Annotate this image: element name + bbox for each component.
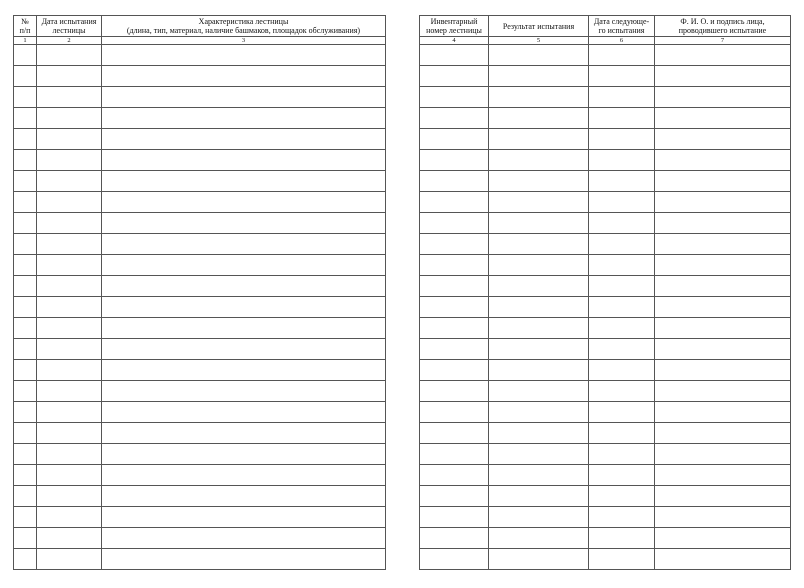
table-row bbox=[14, 276, 386, 297]
entry-cell[interactable] bbox=[14, 339, 37, 360]
entry-cell[interactable] bbox=[420, 549, 489, 570]
entry-cell[interactable] bbox=[589, 402, 655, 423]
entry-cell[interactable] bbox=[489, 108, 589, 129]
entry-cell[interactable] bbox=[14, 45, 37, 66]
entry-cell[interactable] bbox=[489, 171, 589, 192]
entry-cell[interactable] bbox=[102, 66, 386, 87]
table-row bbox=[14, 297, 386, 318]
entry-cell[interactable] bbox=[489, 528, 589, 549]
entry-cell[interactable] bbox=[37, 129, 102, 150]
entry-cell[interactable] bbox=[37, 465, 102, 486]
entry-cell[interactable] bbox=[102, 486, 386, 507]
column-header-test-date: Дата испытания лестницы bbox=[37, 16, 102, 37]
table-row bbox=[14, 318, 386, 339]
table-row bbox=[14, 192, 386, 213]
entry-cell[interactable] bbox=[37, 255, 102, 276]
entry-cell[interactable] bbox=[489, 192, 589, 213]
entry-cell[interactable] bbox=[102, 444, 386, 465]
right-table-body bbox=[420, 45, 791, 570]
entry-cell[interactable] bbox=[655, 45, 791, 66]
entry-cell[interactable] bbox=[102, 192, 386, 213]
entry-cell[interactable] bbox=[102, 297, 386, 318]
table-row bbox=[14, 423, 386, 444]
entry-cell[interactable] bbox=[420, 528, 489, 549]
entry-cell[interactable] bbox=[102, 549, 386, 570]
table-row bbox=[420, 234, 791, 255]
entry-cell[interactable] bbox=[102, 423, 386, 444]
table-row bbox=[420, 339, 791, 360]
entry-cell[interactable] bbox=[655, 360, 791, 381]
entry-cell[interactable] bbox=[420, 402, 489, 423]
entry-cell[interactable] bbox=[489, 549, 589, 570]
entry-cell[interactable] bbox=[102, 129, 386, 150]
entry-cell[interactable] bbox=[589, 297, 655, 318]
entry-cell[interactable] bbox=[489, 381, 589, 402]
table-row bbox=[14, 465, 386, 486]
entry-cell[interactable] bbox=[489, 402, 589, 423]
entry-cell[interactable] bbox=[589, 276, 655, 297]
entry-cell[interactable] bbox=[102, 507, 386, 528]
table-row bbox=[14, 528, 386, 549]
entry-cell[interactable] bbox=[37, 444, 102, 465]
entry-cell[interactable] bbox=[589, 549, 655, 570]
column-number: 7 bbox=[655, 37, 791, 45]
entry-cell[interactable] bbox=[420, 465, 489, 486]
header-row bbox=[14, 16, 386, 37]
table-row bbox=[14, 381, 386, 402]
table-row bbox=[14, 171, 386, 192]
entry-cell[interactable] bbox=[655, 192, 791, 213]
entry-cell[interactable] bbox=[489, 129, 589, 150]
entry-cell[interactable] bbox=[37, 486, 102, 507]
entry-cell[interactable] bbox=[420, 87, 489, 108]
table-row bbox=[420, 423, 791, 444]
entry-cell[interactable] bbox=[37, 549, 102, 570]
entry-cell[interactable] bbox=[14, 234, 37, 255]
table-row bbox=[420, 66, 791, 87]
table-row bbox=[420, 192, 791, 213]
entry-cell[interactable] bbox=[655, 528, 791, 549]
table-row bbox=[14, 234, 386, 255]
entry-cell[interactable] bbox=[14, 486, 37, 507]
entry-cell[interactable] bbox=[420, 234, 489, 255]
entry-cell[interactable] bbox=[420, 192, 489, 213]
table-row bbox=[420, 108, 791, 129]
entry-cell[interactable] bbox=[37, 381, 102, 402]
entry-cell[interactable] bbox=[489, 297, 589, 318]
entry-cell[interactable] bbox=[655, 381, 791, 402]
entry-cell[interactable] bbox=[420, 360, 489, 381]
entry-cell[interactable] bbox=[102, 360, 386, 381]
entry-cell[interactable] bbox=[589, 87, 655, 108]
entry-cell[interactable] bbox=[589, 150, 655, 171]
entry-cell[interactable] bbox=[589, 66, 655, 87]
entry-cell[interactable] bbox=[655, 234, 791, 255]
entry-cell[interactable] bbox=[420, 213, 489, 234]
entry-cell[interactable] bbox=[655, 108, 791, 129]
table-row bbox=[420, 444, 791, 465]
entry-cell[interactable] bbox=[102, 528, 386, 549]
entry-cell[interactable] bbox=[589, 360, 655, 381]
entry-cell[interactable] bbox=[37, 360, 102, 381]
entry-cell[interactable] bbox=[14, 150, 37, 171]
column-number-row bbox=[14, 37, 386, 45]
column-number: 4 bbox=[420, 37, 489, 45]
entry-cell[interactable] bbox=[37, 402, 102, 423]
column-header-next-test-date: Дата следующе- го испытания bbox=[589, 16, 655, 37]
entry-cell[interactable] bbox=[489, 423, 589, 444]
entry-cell[interactable] bbox=[102, 234, 386, 255]
entry-cell[interactable] bbox=[420, 423, 489, 444]
table-row bbox=[14, 87, 386, 108]
left-page bbox=[13, 15, 386, 570]
entry-cell[interactable] bbox=[14, 318, 37, 339]
table-row bbox=[14, 213, 386, 234]
entry-cell[interactable] bbox=[14, 213, 37, 234]
entry-cell[interactable] bbox=[589, 171, 655, 192]
entry-cell[interactable] bbox=[37, 45, 102, 66]
entry-cell[interactable] bbox=[14, 423, 37, 444]
table-row bbox=[420, 297, 791, 318]
entry-cell[interactable] bbox=[655, 444, 791, 465]
entry-cell[interactable] bbox=[655, 213, 791, 234]
entry-cell[interactable] bbox=[589, 192, 655, 213]
table-row bbox=[420, 528, 791, 549]
entry-cell[interactable] bbox=[420, 45, 489, 66]
entry-cell[interactable] bbox=[14, 507, 37, 528]
column-header-test-result: Результат испытания bbox=[489, 16, 589, 37]
entry-cell[interactable] bbox=[655, 129, 791, 150]
entry-cell[interactable] bbox=[589, 423, 655, 444]
table-row bbox=[420, 465, 791, 486]
ladder-test-log-left bbox=[13, 15, 386, 570]
table-row bbox=[420, 87, 791, 108]
entry-cell[interactable] bbox=[655, 150, 791, 171]
table-row bbox=[420, 213, 791, 234]
column-header-ladder-characteristics: Характеристика лестницы (длина, тип, материал, наличие башмаков, площадок обслуживания) bbox=[102, 16, 386, 37]
table-row bbox=[14, 507, 386, 528]
table-row bbox=[420, 318, 791, 339]
entry-cell[interactable] bbox=[420, 381, 489, 402]
entry-cell[interactable] bbox=[14, 381, 37, 402]
table-row bbox=[14, 129, 386, 150]
entry-cell[interactable] bbox=[655, 486, 791, 507]
entry-cell[interactable] bbox=[655, 87, 791, 108]
entry-cell[interactable] bbox=[589, 234, 655, 255]
table-row bbox=[14, 402, 386, 423]
table-row bbox=[420, 549, 791, 570]
table-row bbox=[420, 402, 791, 423]
entry-cell[interactable] bbox=[489, 87, 589, 108]
entry-cell[interactable] bbox=[489, 150, 589, 171]
entry-cell[interactable] bbox=[655, 297, 791, 318]
table-row bbox=[420, 45, 791, 66]
entry-cell[interactable] bbox=[420, 507, 489, 528]
table-row bbox=[14, 360, 386, 381]
table-row bbox=[14, 444, 386, 465]
table-row bbox=[14, 150, 386, 171]
entry-cell[interactable] bbox=[655, 423, 791, 444]
entry-cell[interactable] bbox=[37, 171, 102, 192]
column-number: 3 bbox=[102, 37, 386, 45]
entry-cell[interactable] bbox=[102, 150, 386, 171]
entry-cell[interactable] bbox=[37, 528, 102, 549]
column-number: 1 bbox=[14, 37, 37, 45]
table-row bbox=[14, 549, 386, 570]
entry-cell[interactable] bbox=[589, 108, 655, 129]
entry-cell[interactable] bbox=[14, 276, 37, 297]
table-row bbox=[420, 360, 791, 381]
entry-cell[interactable] bbox=[589, 213, 655, 234]
entry-cell[interactable] bbox=[102, 318, 386, 339]
entry-cell[interactable] bbox=[37, 276, 102, 297]
entry-cell[interactable] bbox=[589, 444, 655, 465]
entry-cell[interactable] bbox=[102, 108, 386, 129]
entry-cell[interactable] bbox=[37, 87, 102, 108]
entry-cell[interactable] bbox=[489, 507, 589, 528]
entry-cell[interactable] bbox=[589, 339, 655, 360]
entry-cell[interactable] bbox=[37, 297, 102, 318]
entry-cell[interactable] bbox=[102, 381, 386, 402]
table-row bbox=[14, 66, 386, 87]
entry-cell[interactable] bbox=[14, 192, 37, 213]
left-table-body bbox=[14, 45, 386, 570]
entry-cell[interactable] bbox=[14, 129, 37, 150]
entry-cell[interactable] bbox=[655, 171, 791, 192]
table-row bbox=[420, 171, 791, 192]
table-row bbox=[420, 381, 791, 402]
entry-cell[interactable] bbox=[655, 402, 791, 423]
entry-cell[interactable] bbox=[589, 486, 655, 507]
entry-cell[interactable] bbox=[589, 255, 655, 276]
entry-cell[interactable] bbox=[37, 108, 102, 129]
entry-cell[interactable] bbox=[14, 465, 37, 486]
entry-cell[interactable] bbox=[37, 150, 102, 171]
column-header-serial-number: № п/п bbox=[14, 16, 37, 37]
table-row bbox=[420, 276, 791, 297]
entry-cell[interactable] bbox=[489, 318, 589, 339]
entry-cell[interactable] bbox=[589, 129, 655, 150]
entry-cell[interactable] bbox=[489, 45, 589, 66]
entry-cell[interactable] bbox=[655, 276, 791, 297]
entry-cell[interactable] bbox=[489, 444, 589, 465]
table-row bbox=[14, 255, 386, 276]
entry-cell[interactable] bbox=[102, 171, 386, 192]
column-header-tester-signature: Ф. И. О. и подпись лица, проводившего испытание bbox=[655, 16, 791, 37]
entry-cell[interactable] bbox=[14, 528, 37, 549]
column-header-inventory-number: Инвентарный номер лестницы bbox=[420, 16, 489, 37]
entry-cell[interactable] bbox=[102, 213, 386, 234]
table-row bbox=[14, 45, 386, 66]
entry-cell[interactable] bbox=[14, 549, 37, 570]
entry-cell[interactable] bbox=[655, 507, 791, 528]
entry-cell[interactable] bbox=[102, 465, 386, 486]
entry-cell[interactable] bbox=[589, 528, 655, 549]
entry-cell[interactable] bbox=[14, 66, 37, 87]
entry-cell[interactable] bbox=[420, 129, 489, 150]
entry-cell[interactable] bbox=[420, 171, 489, 192]
entry-cell[interactable] bbox=[420, 66, 489, 87]
entry-cell[interactable] bbox=[420, 486, 489, 507]
entry-cell[interactable] bbox=[102, 339, 386, 360]
entry-cell[interactable] bbox=[420, 318, 489, 339]
table-row bbox=[420, 486, 791, 507]
entry-cell[interactable] bbox=[37, 423, 102, 444]
table-row bbox=[420, 507, 791, 528]
entry-cell[interactable] bbox=[14, 402, 37, 423]
entry-cell[interactable] bbox=[589, 45, 655, 66]
entry-cell[interactable] bbox=[489, 66, 589, 87]
entry-cell[interactable] bbox=[37, 318, 102, 339]
entry-cell[interactable] bbox=[489, 255, 589, 276]
entry-cell[interactable] bbox=[655, 255, 791, 276]
column-number: 2 bbox=[37, 37, 102, 45]
entry-cell[interactable] bbox=[589, 318, 655, 339]
entry-cell[interactable] bbox=[589, 381, 655, 402]
entry-cell[interactable] bbox=[655, 318, 791, 339]
entry-cell[interactable] bbox=[37, 507, 102, 528]
entry-cell[interactable] bbox=[420, 444, 489, 465]
ladder-test-log-right bbox=[419, 15, 791, 570]
table-row bbox=[14, 339, 386, 360]
entry-cell[interactable] bbox=[37, 213, 102, 234]
table-row bbox=[420, 150, 791, 171]
entry-cell[interactable] bbox=[489, 486, 589, 507]
entry-cell[interactable] bbox=[420, 255, 489, 276]
table-row bbox=[14, 486, 386, 507]
column-number: 6 bbox=[589, 37, 655, 45]
entry-cell[interactable] bbox=[14, 297, 37, 318]
entry-cell[interactable] bbox=[589, 507, 655, 528]
entry-cell[interactable] bbox=[102, 45, 386, 66]
entry-cell[interactable] bbox=[14, 171, 37, 192]
entry-cell[interactable] bbox=[489, 276, 589, 297]
entry-cell[interactable] bbox=[14, 255, 37, 276]
table-row bbox=[420, 129, 791, 150]
entry-cell[interactable] bbox=[489, 213, 589, 234]
entry-cell[interactable] bbox=[420, 150, 489, 171]
entry-cell[interactable] bbox=[420, 297, 489, 318]
header-row bbox=[420, 16, 791, 37]
entry-cell[interactable] bbox=[420, 339, 489, 360]
column-number-row bbox=[420, 37, 791, 45]
entry-cell[interactable] bbox=[14, 360, 37, 381]
entry-cell[interactable] bbox=[102, 402, 386, 423]
entry-cell[interactable] bbox=[102, 87, 386, 108]
entry-cell[interactable] bbox=[102, 255, 386, 276]
entry-cell[interactable] bbox=[14, 444, 37, 465]
entry-cell[interactable] bbox=[420, 276, 489, 297]
entry-cell[interactable] bbox=[489, 465, 589, 486]
table-row bbox=[420, 255, 791, 276]
entry-cell[interactable] bbox=[102, 276, 386, 297]
entry-cell[interactable] bbox=[37, 339, 102, 360]
entry-cell[interactable] bbox=[655, 549, 791, 570]
entry-cell[interactable] bbox=[655, 465, 791, 486]
entry-cell[interactable] bbox=[420, 108, 489, 129]
entry-cell[interactable] bbox=[14, 108, 37, 129]
entry-cell[interactable] bbox=[37, 66, 102, 87]
entry-cell[interactable] bbox=[37, 192, 102, 213]
entry-cell[interactable] bbox=[489, 339, 589, 360]
table-row bbox=[14, 108, 386, 129]
entry-cell[interactable] bbox=[489, 360, 589, 381]
right-page bbox=[419, 15, 791, 570]
entry-cell[interactable] bbox=[37, 234, 102, 255]
entry-cell[interactable] bbox=[14, 87, 37, 108]
entry-cell[interactable] bbox=[655, 339, 791, 360]
entry-cell[interactable] bbox=[589, 465, 655, 486]
column-number: 5 bbox=[489, 37, 589, 45]
entry-cell[interactable] bbox=[655, 66, 791, 87]
entry-cell[interactable] bbox=[489, 234, 589, 255]
